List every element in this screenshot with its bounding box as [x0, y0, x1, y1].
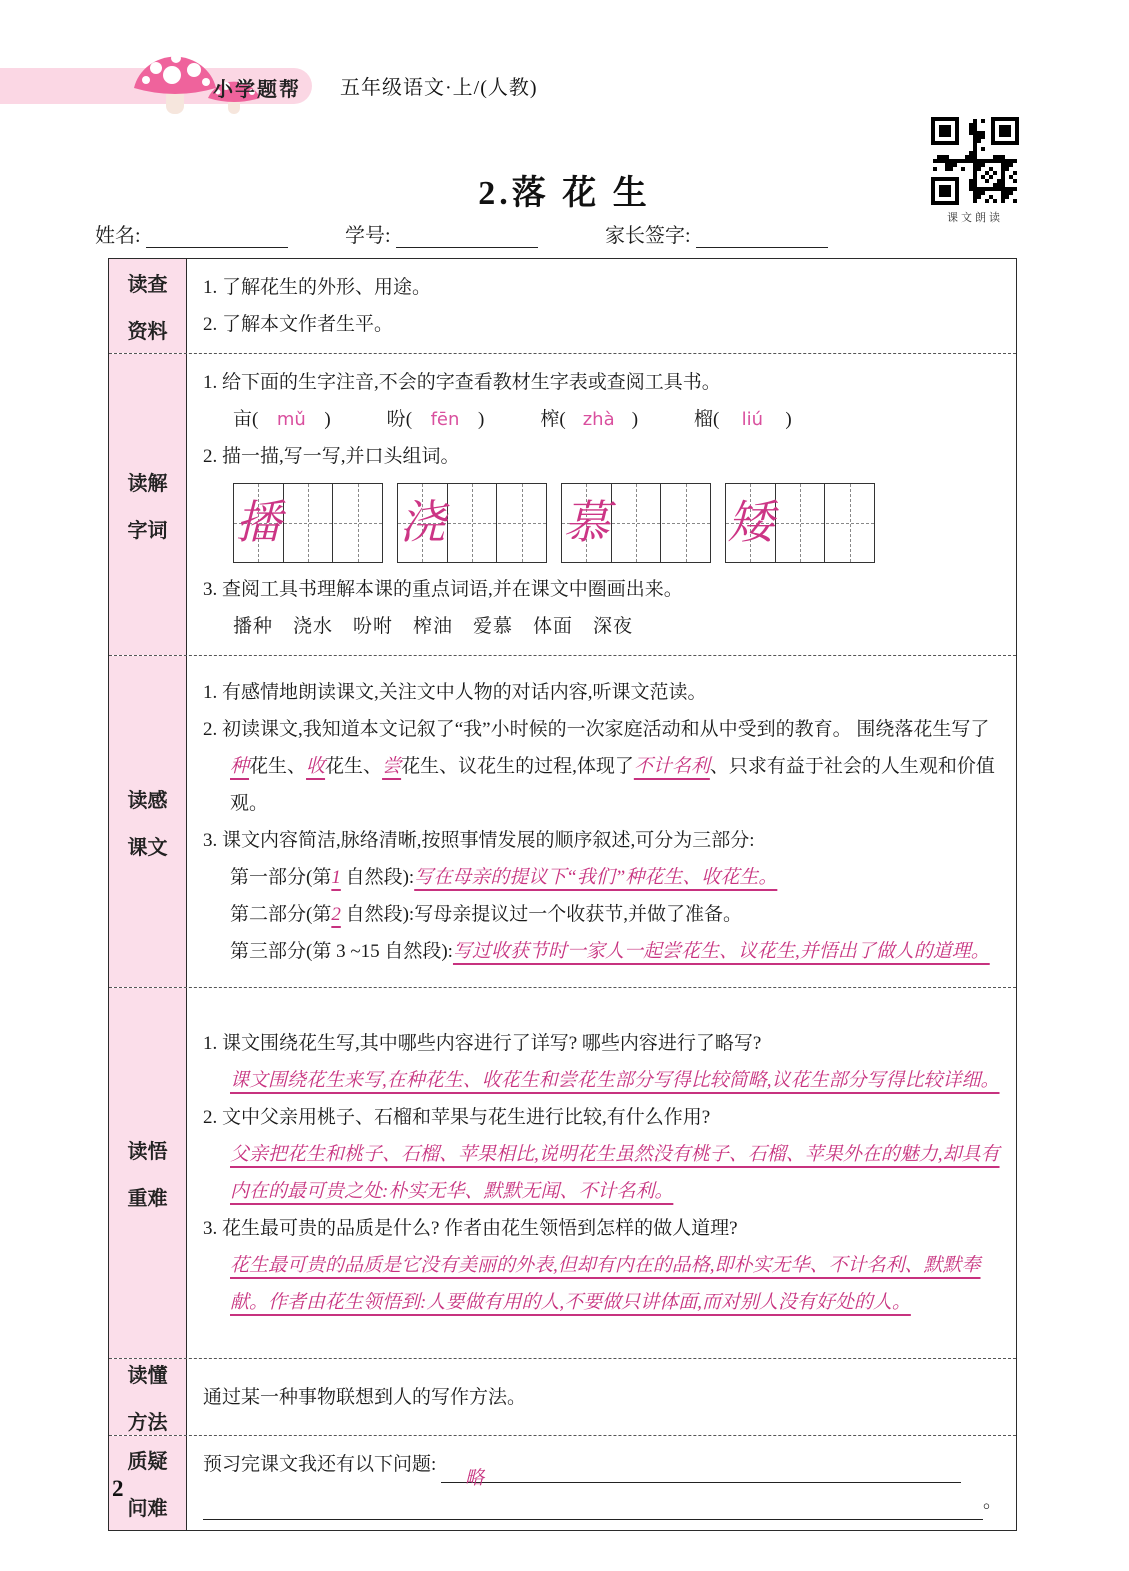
trace-box: [397, 483, 547, 563]
section-row-kewen: [109, 655, 1016, 987]
extra-blank-line: 。: [203, 1483, 1002, 1520]
parent-signature-field: [605, 219, 828, 248]
fill-answer: 写在母亲的提议下“我们”种花生、收花生。: [414, 866, 778, 888]
question-item: 1. 课文围绕花生写,其中哪些内容进行了详写? 哪些内容进行了略写?: [203, 1033, 762, 1055]
student-id-label: 学号:: [345, 225, 391, 247]
page-number: 2: [112, 1476, 124, 1501]
pinyin-answer: fēn: [430, 409, 460, 431]
question-item: 3. 花生最可贵的品质是什么? 作者由花生领悟到怎样的做人道理?: [203, 1218, 738, 1240]
question-item: 1. 给下面的生字注音,不会的字查看教材生字表或查阅工具书。: [203, 372, 721, 394]
qr-finder-icon: [991, 117, 1019, 145]
character-cell: [283, 484, 333, 562]
section-body: [187, 354, 1016, 655]
trace-character: 慕: [563, 497, 610, 549]
character-cell: [562, 484, 611, 562]
section-label: 读悟 重难: [109, 988, 187, 1358]
answer-blank: [203, 1497, 983, 1521]
answer-text: 略: [465, 1467, 485, 1489]
fill-answer: 不计名利: [633, 755, 710, 777]
trace-box: [561, 483, 711, 563]
name-field: [95, 219, 288, 248]
key-words: 播种 浇水 吩咐 榨油 爱慕 体面 深夜: [233, 616, 634, 638]
trace-character: 播: [235, 497, 282, 549]
qr-caption: 课文朗读: [947, 212, 1003, 224]
question-item: 3. 课文内容简洁,脉络清晰,按照事情发展的顺序叙述,可分为三部分:: [203, 829, 755, 851]
character-cell: [234, 484, 283, 562]
section-body: [187, 988, 1016, 1358]
answer-text: 课文围绕花生来写,在种花生、收花生和尝花生部分写得比较简略,议花生部分写得比较详细。: [230, 1070, 1000, 1092]
preview-table: [108, 258, 1017, 1531]
trace-box: [725, 483, 875, 563]
answer-blank: [441, 1460, 961, 1489]
method-text: 通过某一种事物联想到人的写作方法。: [203, 1386, 527, 1408]
question-prompt-line: 预习完课文我还有以下问题: 略: [203, 1446, 1002, 1483]
trace-boxes-row: [233, 483, 1002, 563]
character-cell: [332, 484, 382, 562]
fill-answer: 1: [331, 866, 341, 888]
part-line: 第二部分(第2 自然段):写母亲提议过一个收获节,并做了准备。: [230, 903, 742, 925]
character-cell: [611, 484, 661, 562]
section-body: [187, 259, 1016, 353]
question-item: 1. 了解花生的外形、用途。: [203, 277, 432, 298]
answer-text: 花生最可贵的品质是它没有美丽的外表,但却有内在的品格,即朴实无华、不计名利、默默奉献。作者由花生领悟到:人要做有用的人,不要做只讲体面,而对别人没有好处的人。: [230, 1255, 981, 1314]
question-item: 2. 了解本文作者生平。: [203, 314, 394, 336]
fill-answer: 尝: [382, 755, 402, 777]
lesson-title: 2.落 花 生: [478, 174, 651, 212]
pinyin-group: 吩( fēn ): [387, 401, 485, 438]
question-item: 2. 初读课文,我知道本文记叙了“我”小时候的一次家庭活动和从中受到的教育。 围绕落花生写了种花生、收花生、尝花生、议花生的过程,体现了不计名利、只求有益于社会的人生观和价值观。: [203, 718, 995, 814]
brand-name: 小学题帮: [213, 79, 301, 101]
trace-character: 矮: [727, 497, 774, 549]
section-body: [187, 1436, 1016, 1530]
pinyin-group: 榨( zhà ): [540, 401, 638, 438]
pinyin-answer: zhà: [582, 409, 615, 431]
name-blank: [146, 224, 288, 248]
trace-character: 浇: [399, 497, 446, 549]
character-cell: [447, 484, 497, 562]
part-line: 第一部分(第1 自然段):写在母亲的提议下“我们”种花生、收花生。: [230, 866, 778, 888]
question-item: 2. 文中父亲用桃子、石榴和苹果与花生进行比较,有什么作用?: [203, 1107, 711, 1129]
character-cell: [726, 484, 775, 562]
character-cell: [775, 484, 825, 562]
part-line: 第三部分(第 3 ~15 自然段):写过收获节时一家人一起尝花生、议花生,并悟出了做人的道理。: [230, 940, 990, 962]
section-row-zhongnan: [109, 987, 1016, 1358]
section-row-ziliao: [109, 259, 1016, 353]
section-row-zici: [109, 353, 1016, 655]
answer-text: 父亲把花生和桃子、石榴、苹果相比,说明花生虽然没有桃子、石榴、苹果外在的魅力,却具有内在的最可贵之处:朴实无华、默默无闻、不计名利。: [230, 1144, 1000, 1203]
character-cell: [496, 484, 546, 562]
question-item: 3. 查阅工具书理解本课的重点词语,并在课文中圈画出来。: [203, 579, 683, 601]
parent-signature-label: 家长签字:: [605, 225, 691, 247]
fill-answer: 写过收获节时一家人一起尝花生、议花生,并悟出了做人的道理。: [452, 940, 990, 962]
name-label: 姓名:: [95, 225, 141, 247]
fill-answer: 种: [230, 755, 250, 777]
pinyin-group: 亩( mǔ ): [233, 401, 331, 438]
section-label: 读懂 方法: [109, 1359, 187, 1435]
fill-answer: 2: [331, 903, 341, 925]
section-body: [187, 1359, 1016, 1435]
section-label: 质疑 问难: [109, 1436, 187, 1530]
section-row-fangfa: [109, 1358, 1016, 1435]
question-item: 2. 描一描,写一写,并口头组词。: [203, 446, 460, 468]
character-cell: [824, 484, 874, 562]
parent-signature-blank: [696, 224, 828, 248]
section-label: 读解 字词: [109, 354, 187, 655]
section-label: 读感 课文: [109, 656, 187, 987]
pinyin-group: 榴( liú ): [694, 401, 792, 438]
student-id-field: [345, 219, 538, 248]
trace-box: [233, 483, 383, 563]
pinyin-answer: liú: [741, 409, 764, 431]
edition-text: 五年级语文·上/(人教): [340, 77, 538, 99]
section-body: [187, 656, 1016, 987]
character-cell: [398, 484, 447, 562]
fill-answer: 收: [306, 755, 326, 777]
character-cell: [660, 484, 710, 562]
question-item: 1. 有感情地朗读课文,关注文中人物的对话内容,听课文范读。: [203, 681, 707, 703]
student-id-blank: [396, 224, 538, 248]
pinyin-answer: mǔ: [276, 409, 306, 431]
pinyin-row: [233, 401, 1002, 438]
section-label: 读查 资料: [109, 259, 187, 353]
section-row-zhiyi: [109, 1435, 1016, 1530]
qr-finder-icon: [931, 117, 959, 145]
